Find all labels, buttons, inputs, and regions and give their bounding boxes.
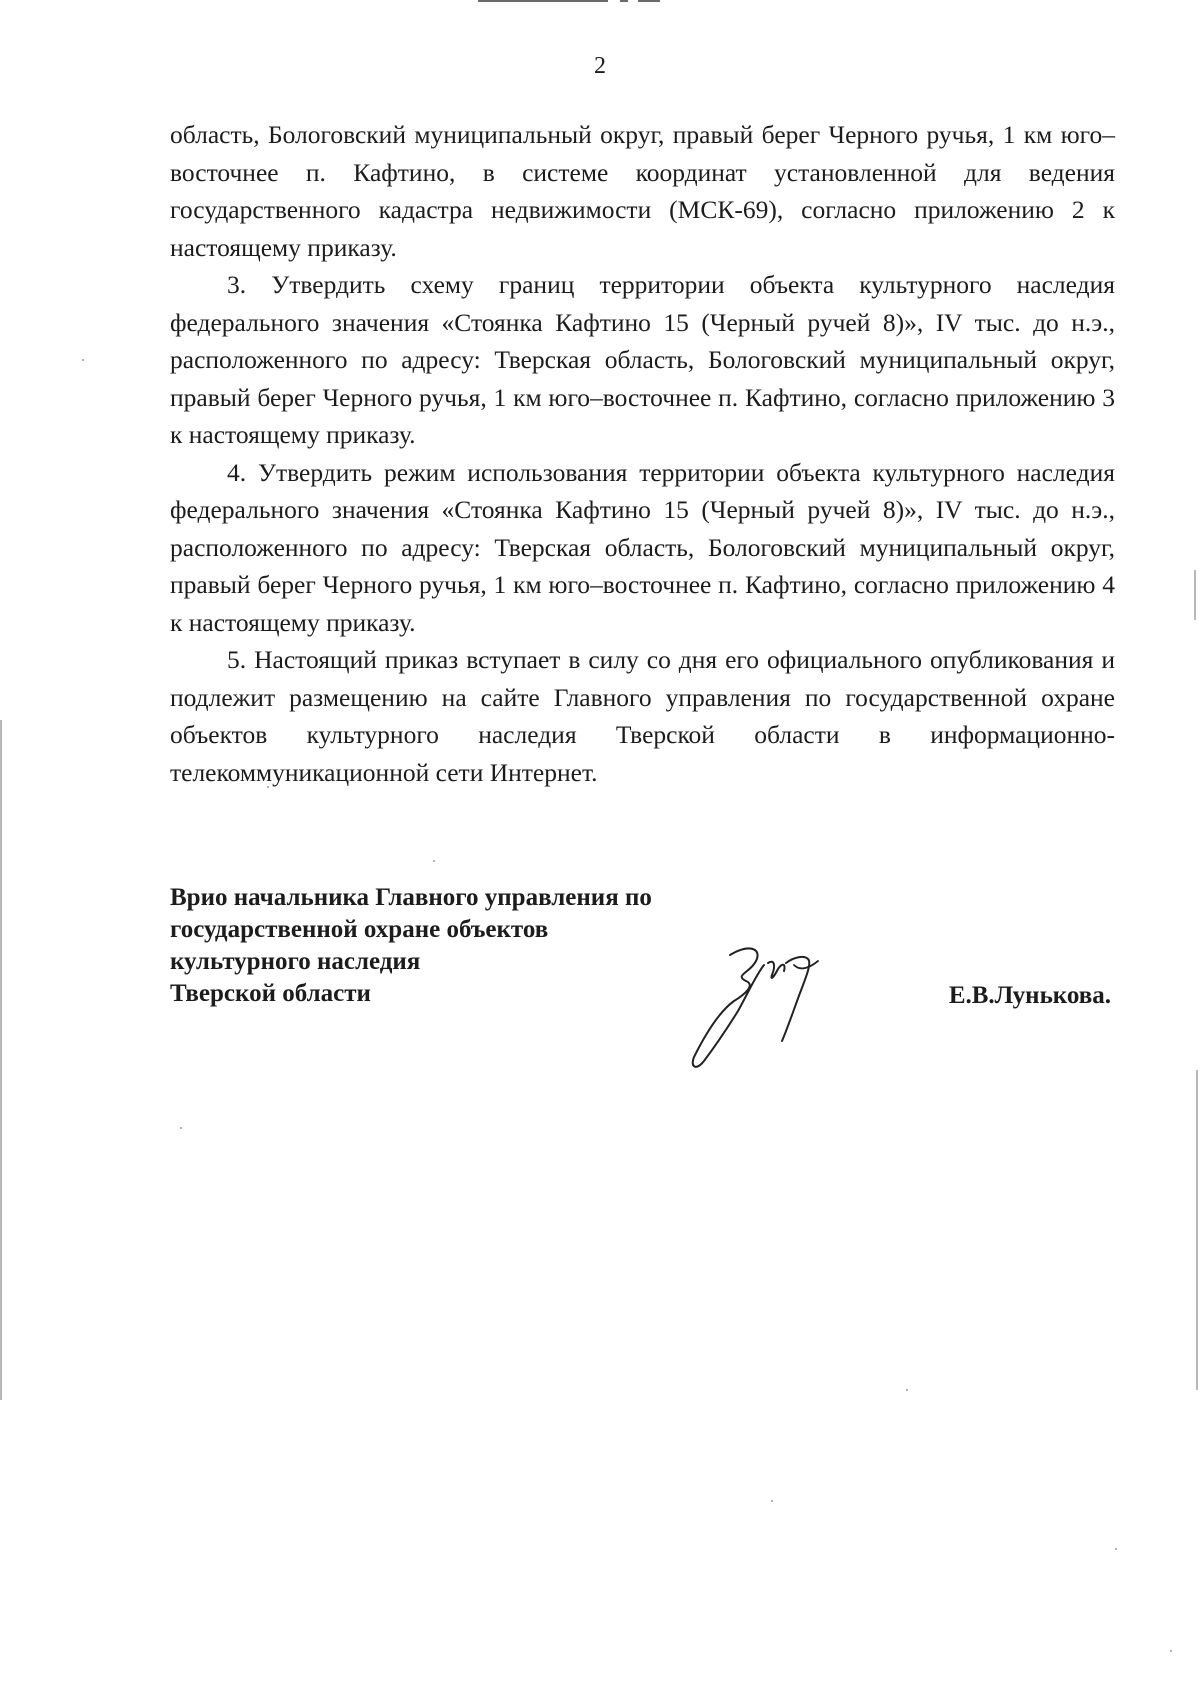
scan-speck [433, 860, 435, 862]
signatory-title-line: государственной охране объектов [170, 916, 549, 943]
scan-speck [82, 359, 84, 361]
scan-speck [771, 1500, 773, 1502]
paragraph-item-5: 5. Настоящий приказ вступает в силу со дня его официального опубликования и подлежит размещению на сайте Главного управления по государственной охране объектов культурного наследия Тверской области в информационно-телекоммуникационной сети Интернет. [170, 645, 1115, 787]
signatory-title-line: Врио начальника Главного управления по [170, 884, 652, 911]
page-number: 2 [594, 53, 606, 79]
top-edge-mark [478, 0, 658, 3]
paragraph-item-3: 3. Утвердить схему границ территории объекта культурного наследия федерального значения «Стоянка Кафтино 15 (Черный ручей 8)», IV тыс. до н.э., расположенного по адресу: Тверская область, Бологовский муниципальный округ, правый берег Черного ручья, 1 км юго–восточнее п. Кафтино, согласно приложению 3 к настоящему приказу. [170, 270, 1115, 449]
paragraph-continuation: область, Бологовский муниципальный округ, правый берег Черного ручья, 1 км юго–восточнее п. Кафтино, в системе координат установленной для ведения государственного кадастра недвижимости (МСК-69), согласно приложению 2 к настоящему приказу. [170, 120, 1115, 262]
scan-speck [1115, 1548, 1117, 1550]
paragraph-item-4: 4. Утвердить режим использования территории объекта культурного наследия федерального значения «Стоянка Кафтино 15 (Черный ручей 8)», IV тыс. до н.э., расположенного по адресу: Тверская область, Бологовский муниципальный округ, правый берег Черного ручья, 1 км юго–восточнее п. Кафтино, согласно приложению 4 к настоящему приказу. [170, 457, 1115, 637]
scan-edge-mark [1194, 570, 1196, 620]
scan-edge-mark [0, 720, 2, 1400]
signatory-position [170, 882, 770, 1010]
scan-edge-mark [1196, 1070, 1198, 1390]
scan-speck [180, 1127, 182, 1129]
signatory-name: Е.В.Лунькова. [948, 982, 1111, 1009]
signatory-title-line: культурного наследия [170, 948, 421, 975]
scan-speck [1170, 1650, 1172, 1652]
signatory-title-line: Тверской области [170, 980, 371, 1007]
scan-speck [906, 1389, 908, 1391]
handwritten-signature [690, 935, 860, 1075]
scan-speck [267, 786, 269, 788]
signature-block [170, 882, 1115, 1082]
document-body [170, 116, 1115, 791]
